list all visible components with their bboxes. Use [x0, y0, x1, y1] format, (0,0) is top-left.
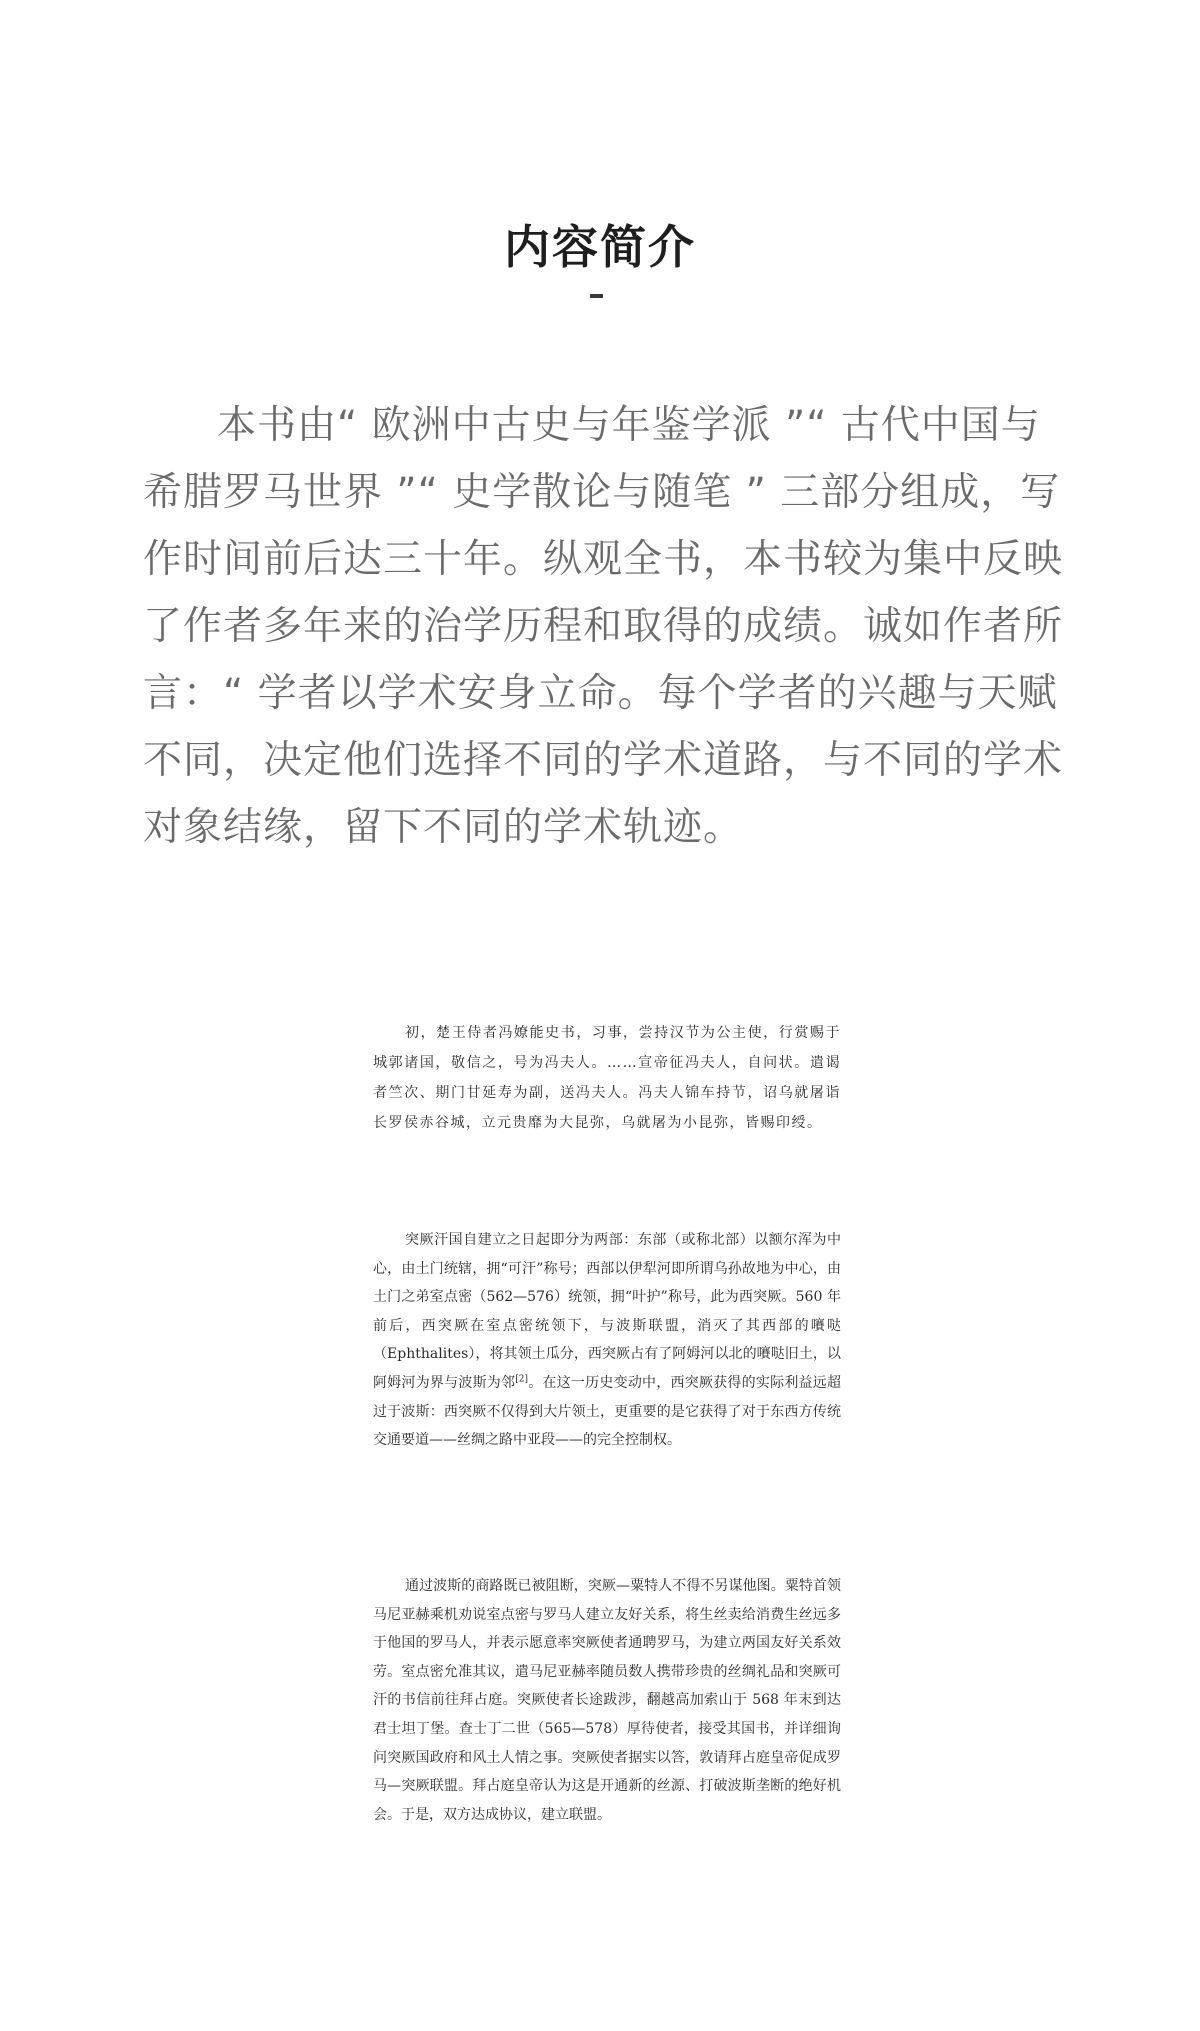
excerpt-text: 。在这一历史变动中，西突厥获得的实际利益远超过于波斯：西突厥不仅得到大片领土，更重要的是它获得了对于东西方传统交通要道——丝绸之路中亚段——的完全控制权。 — [373, 1374, 841, 1449]
title-divider — [590, 294, 603, 298]
excerpt-feng-liao: 初，楚王侍者冯嫽能史书，习事，尝持汉节为公主使，行赏赐于城郭诸国，敬信之，号为冯夫人。……宣帝征冯夫人，自问状。遣谒者竺次、期门甘延寿为副，送冯夫人。冯夫人锦车持节，诏乌就屠诣长罗侯赤谷城，立元贵靡为大昆弥，乌就屠为小昆弥，皆赐印绶。 — [373, 1025, 841, 1131]
intro-paragraph: 本书由“ 欧洲中古史与年鉴学派 ”“ 古代中国与希腊罗马世界 ”“ 史学散论与随笔 ” 三部分组成，写作时间前后达三十年。纵观全书，本书较为集中反映了作者多年来的治学历程和取得的成绩。诚如作者所言：“ 学者以学术安身立命。每个学者的兴趣与天赋不同，决定他们选择不同的学术道路，与不同的学术对象结缘，留下不同的学术轨迹。 — [143, 403, 1064, 850]
footnote-marker[interactable]: [2] — [515, 1374, 529, 1385]
excerpt-turkic-khaganate — [373, 1226, 841, 1455]
excerpt-silk-road-alliance: 通过波斯的商路既已被阻断，突厥—粟特人不得不另谋他图。粟特首领马尼亚赫乘机劝说室点密与罗马人建立友好关系，将生丝卖给消费生丝远多于他国的罗马人，并表示愿意率突厥使者通聘罗马，为建立两国友好关系效劳。室点密允准其议，遣马尼亚赫率随员数人携带珍贵的丝绸礼品和突厥可汗的书信前往拜占庭。突厥使者长途跋涉，翻越高加索山于 568 年末到达君士坦丁堡。查士丁二世（565—578）厚待使者，接受其国书，并详细询问突厥国政府和风土人情之事。突厥使者据实以答，敦请拜占庭皇帝促成罗马—突厥联盟。拜占庭皇帝认为这是开通新的丝源、打破波斯垄断的绝好机会。于是，双方达成协议，建立联盟。 — [373, 1578, 841, 1823]
page-title: 内容简介 — [504, 219, 696, 274]
excerpt-text: 突厥汗国自建立之日起即分为两部：东部（或称北部）以额尔浑为中心，由土门统辖，拥“可汗”称号；西部以伊犁河即所谓乌孙故地为中心，由土门之弟室点密（562—576）统领，拥“叶护”称号，此为西突厥。560 年前后，西突厥在室点密统领下，与波斯联盟，消灭了其西部的㘔哒（Ephthalites），将其领土瓜分，西突厥占有了阿姆河以北的㘔哒旧土，以阿姆河为界与波斯为邻 — [373, 1232, 841, 1391]
